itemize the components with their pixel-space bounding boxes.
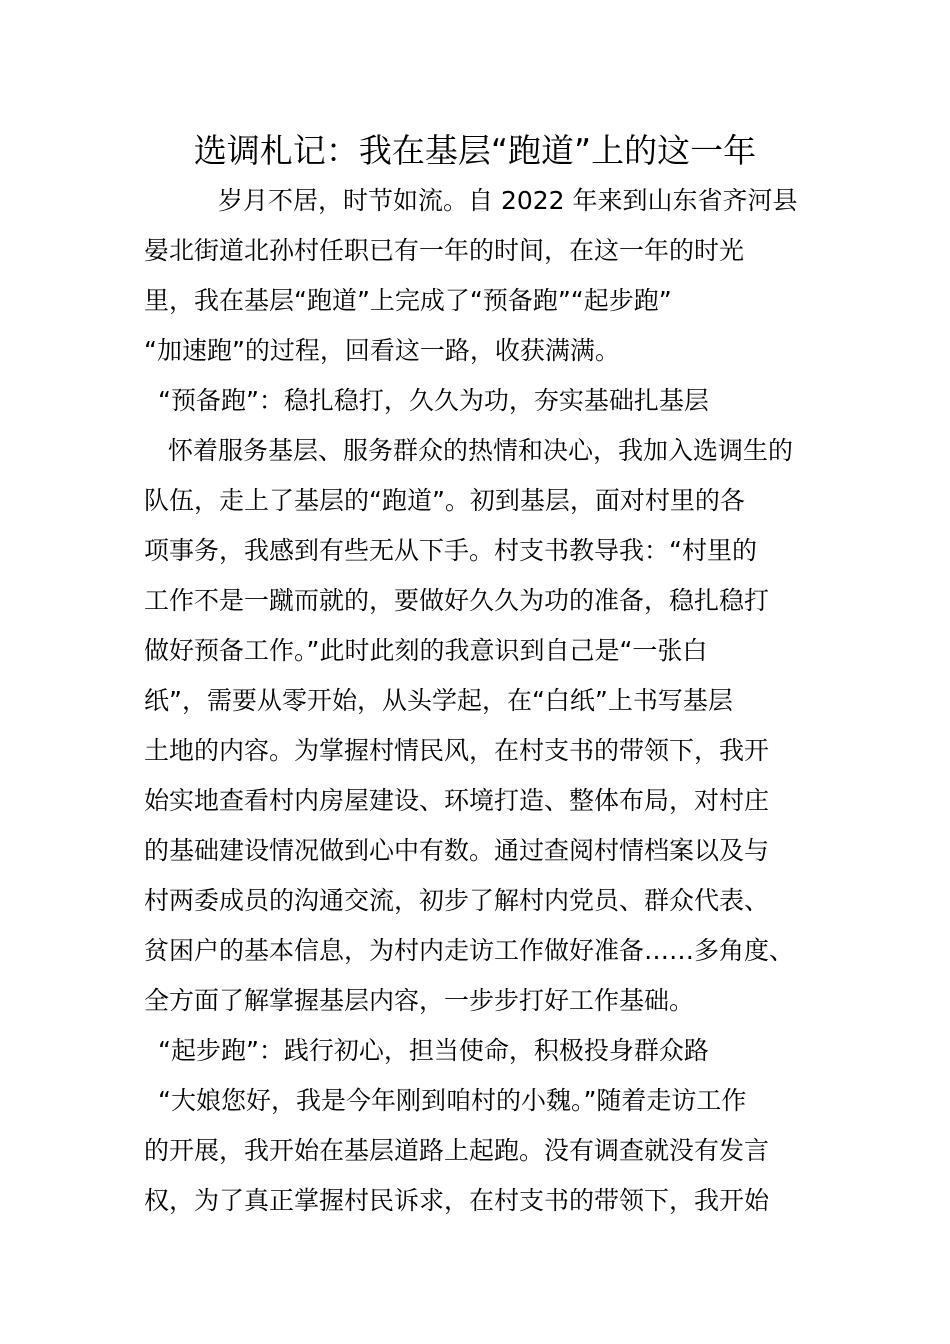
paragraph-1-line-3: 里，我在基层“跑道”上完成了“预备跑”“起步跑” [144,286,672,315]
paragraph-3-line-1: “大娘您好，我是今年刚到咱村的小魏。”随着走访工作 [158,1086,747,1115]
paragraph-2-line-10: 村两委成员的沟通交流，初步了解村内党员、群众代表、 [144,886,770,915]
paragraph-1-line-4: “加速跑”的过程，回看这一路，收获满满。 [144,336,620,365]
paragraph-3-line-2: 的开展，我开始在基层道路上起跑。没有调查就没有发言 [144,1136,770,1165]
paragraph-2-line-11: 贫困户的基本信息，为村内走访工作做好准备……多角度、 [144,936,795,965]
section-heading-2: “起步跑”：践行初心，担当使命，积极投身群众路 [158,1036,709,1065]
paragraph-2-line-9: 的基础建设情况做到心中有数。通过查阅村情档案以及与 [144,836,770,865]
paragraph-2-line-6: 纸”，需要从零开始，从头学起，在“白纸”上书写基层 [144,686,733,715]
paragraph-2-line-8: 始实地查看村内房屋建设、环境打造、整体布局，对村庄 [144,786,770,815]
paragraph-3-line-3: 权，为了真正掌握村民诉求，在村支书的带领下，我开始 [144,1186,770,1215]
paragraph-2-line-7: 土地的内容。为掌握村情民风，在村支书的带领下，我开 [144,736,770,765]
paragraph-2-line-2: 队伍，走上了基层的“跑道”。初到基层，面对村里的各 [144,486,745,515]
section-heading-1: “预备跑”：稳扎稳打，久久为功，夯实基础扎基层 [158,386,709,415]
paragraph-1-line-1: 岁月不居，时节如流。自 2022 年来到山东省齐河县 [218,186,798,215]
article-title: 选调札记：我在基层“跑道”上的这一年 [193,131,757,170]
paragraph-2-line-4: 工作不是一蹴而就的，要做好久久为功的准备，稳扎稳打 [144,586,770,615]
paragraph-2-line-3: 项事务，我感到有些无从下手。村支书教导我：“村里的 [144,536,757,565]
paragraph-2-line-1: 怀着服务基层、服务群众的热情和决心，我加入选调生的 [168,436,794,465]
paragraph-1-line-2: 晏北街道北孙村任职已有一年的时间，在这一年的时光 [144,236,745,265]
paragraph-2-line-5: 做好预备工作。”此时此刻的我意识到自己是“一张白 [144,636,708,665]
paragraph-2-line-12: 全方面了解掌握基层内容，一步步打好工作基础。 [144,986,695,1015]
